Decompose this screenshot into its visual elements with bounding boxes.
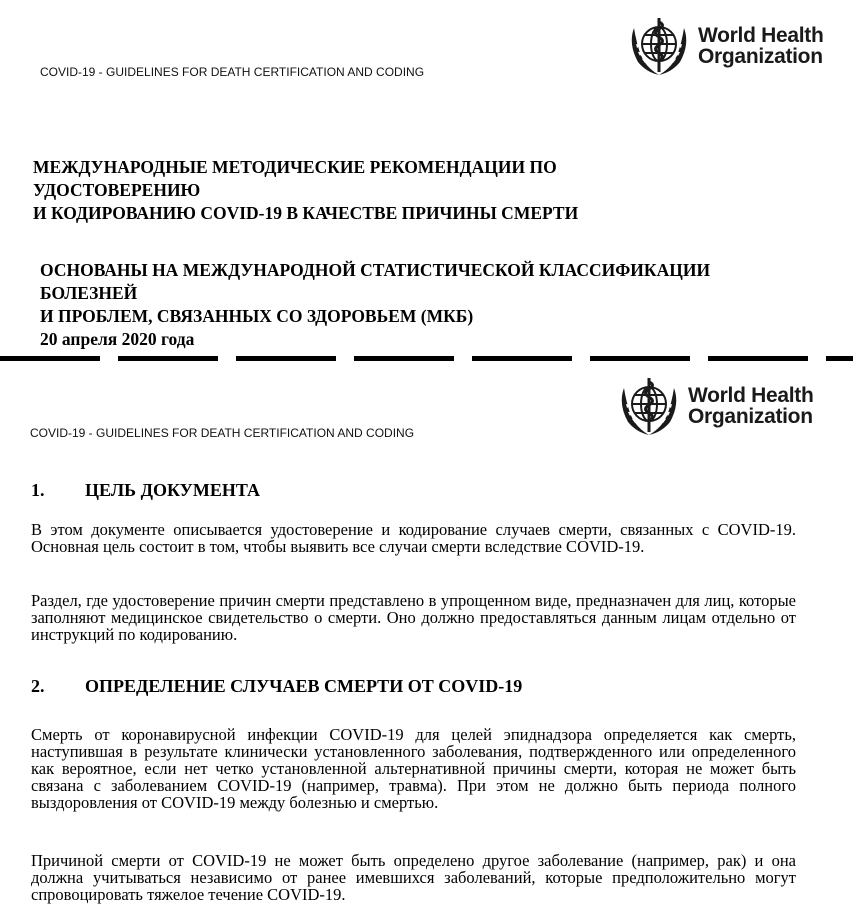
- who-emblem-icon: [624, 14, 694, 78]
- section-1-paragraph-1: В этом документе описывается удостоверение и кодирование случаев смерти, связанных с COVID-19. Основная цель состоит в том, чтобы выявить все случаи смерти вследствие COVID-19.: [31, 520, 796, 556]
- document-date: 20 апреля 2020 года: [40, 329, 195, 349]
- title-line: МЕЖДУНАРОДНЫЕ МЕТОДИЧЕСКИЕ РЕКОМЕНДАЦИИ ПО: [33, 157, 557, 177]
- who-emblem-icon: [614, 374, 684, 438]
- section-2-paragraph-2: Причиной смерти от COVID-19 не может быть определено другое заболевание (например, рак) и она должна учитываться независимо от ранее имевшихся заболеваний, которые предположительно могут спровоцировать тяжелое течение COVID-19.: [31, 851, 796, 904]
- section-2-heading: [31, 676, 522, 697]
- logo-line-1: World Health: [698, 24, 824, 47]
- section-title: ЦЕЛЬ ДОКУМЕНТА: [85, 480, 260, 500]
- page2-logo-wordmark: [688, 385, 814, 427]
- subtitle-line: И ПРОБЛЕМ, СВЯЗАННЫХ СО ЗДОРОВЬЕМ (МКБ): [40, 306, 474, 326]
- page1-logo-wordmark: [698, 25, 824, 67]
- page1-subtitle: [40, 259, 710, 351]
- logo-line-2: Organization: [688, 405, 813, 428]
- subtitle-line: ОСНОВАНЫ НА МЕЖДУНАРОДНОЙ СТАТИСТИЧЕСКОЙ КЛАССИФИКАЦИИ: [40, 260, 711, 280]
- page1-title: [33, 156, 578, 225]
- section-number: 2.: [31, 676, 45, 696]
- page2-who-logo: [614, 374, 814, 438]
- logo-line-2: Organization: [698, 45, 823, 68]
- section-1-heading: [31, 480, 260, 501]
- page2-running-header: COVID-19 - GUIDELINES FOR DEATH CERTIFICATION AND CODING: [30, 426, 415, 440]
- subtitle-line: БОЛЕЗНЕЙ: [40, 283, 138, 303]
- section-number: 1.: [31, 480, 45, 500]
- page-separator: [0, 356, 853, 361]
- section-2-paragraph-1: Смерть от коронавирусной инфекции COVID-19 для целей эпиднадзора определяется как смерть, наступившая в результате клинически установленного заболевания, подтвержденного или определенного как вероятное, если нет четко установленной альтернативной причины смерти, которая не может быть связана с заболеванием COVID-19 (например, травма). При этом не должно быть периода полного выздоровления от COVID-19 между болезнью и смертью.: [31, 725, 796, 812]
- page1-who-logo: [624, 14, 824, 78]
- page1-running-header: COVID-19 - GUIDELINES FOR DEATH CERTIFICATION AND CODING: [40, 65, 425, 79]
- section-title: ОПРЕДЕЛЕНИЕ СЛУЧАЕВ СМЕРТИ ОТ COVID-19: [85, 676, 523, 696]
- title-line: УДОСТОВЕРЕНИЮ: [33, 180, 201, 200]
- logo-line-1: World Health: [688, 384, 814, 407]
- section-1-paragraph-2: Раздел, где удостоверение причин смерти представлено в упрощенном виде, предназначен для лиц, которые заполняют медицинское свидетельство о смерти. Оно должно предоставляться данным лицам отдельно от инструкций по кодированию.: [31, 591, 796, 644]
- title-line: И КОДИРОВАНИЮ COVID-19 В КАЧЕСТВЕ ПРИЧИНЫ СМЕРТИ: [33, 203, 579, 223]
